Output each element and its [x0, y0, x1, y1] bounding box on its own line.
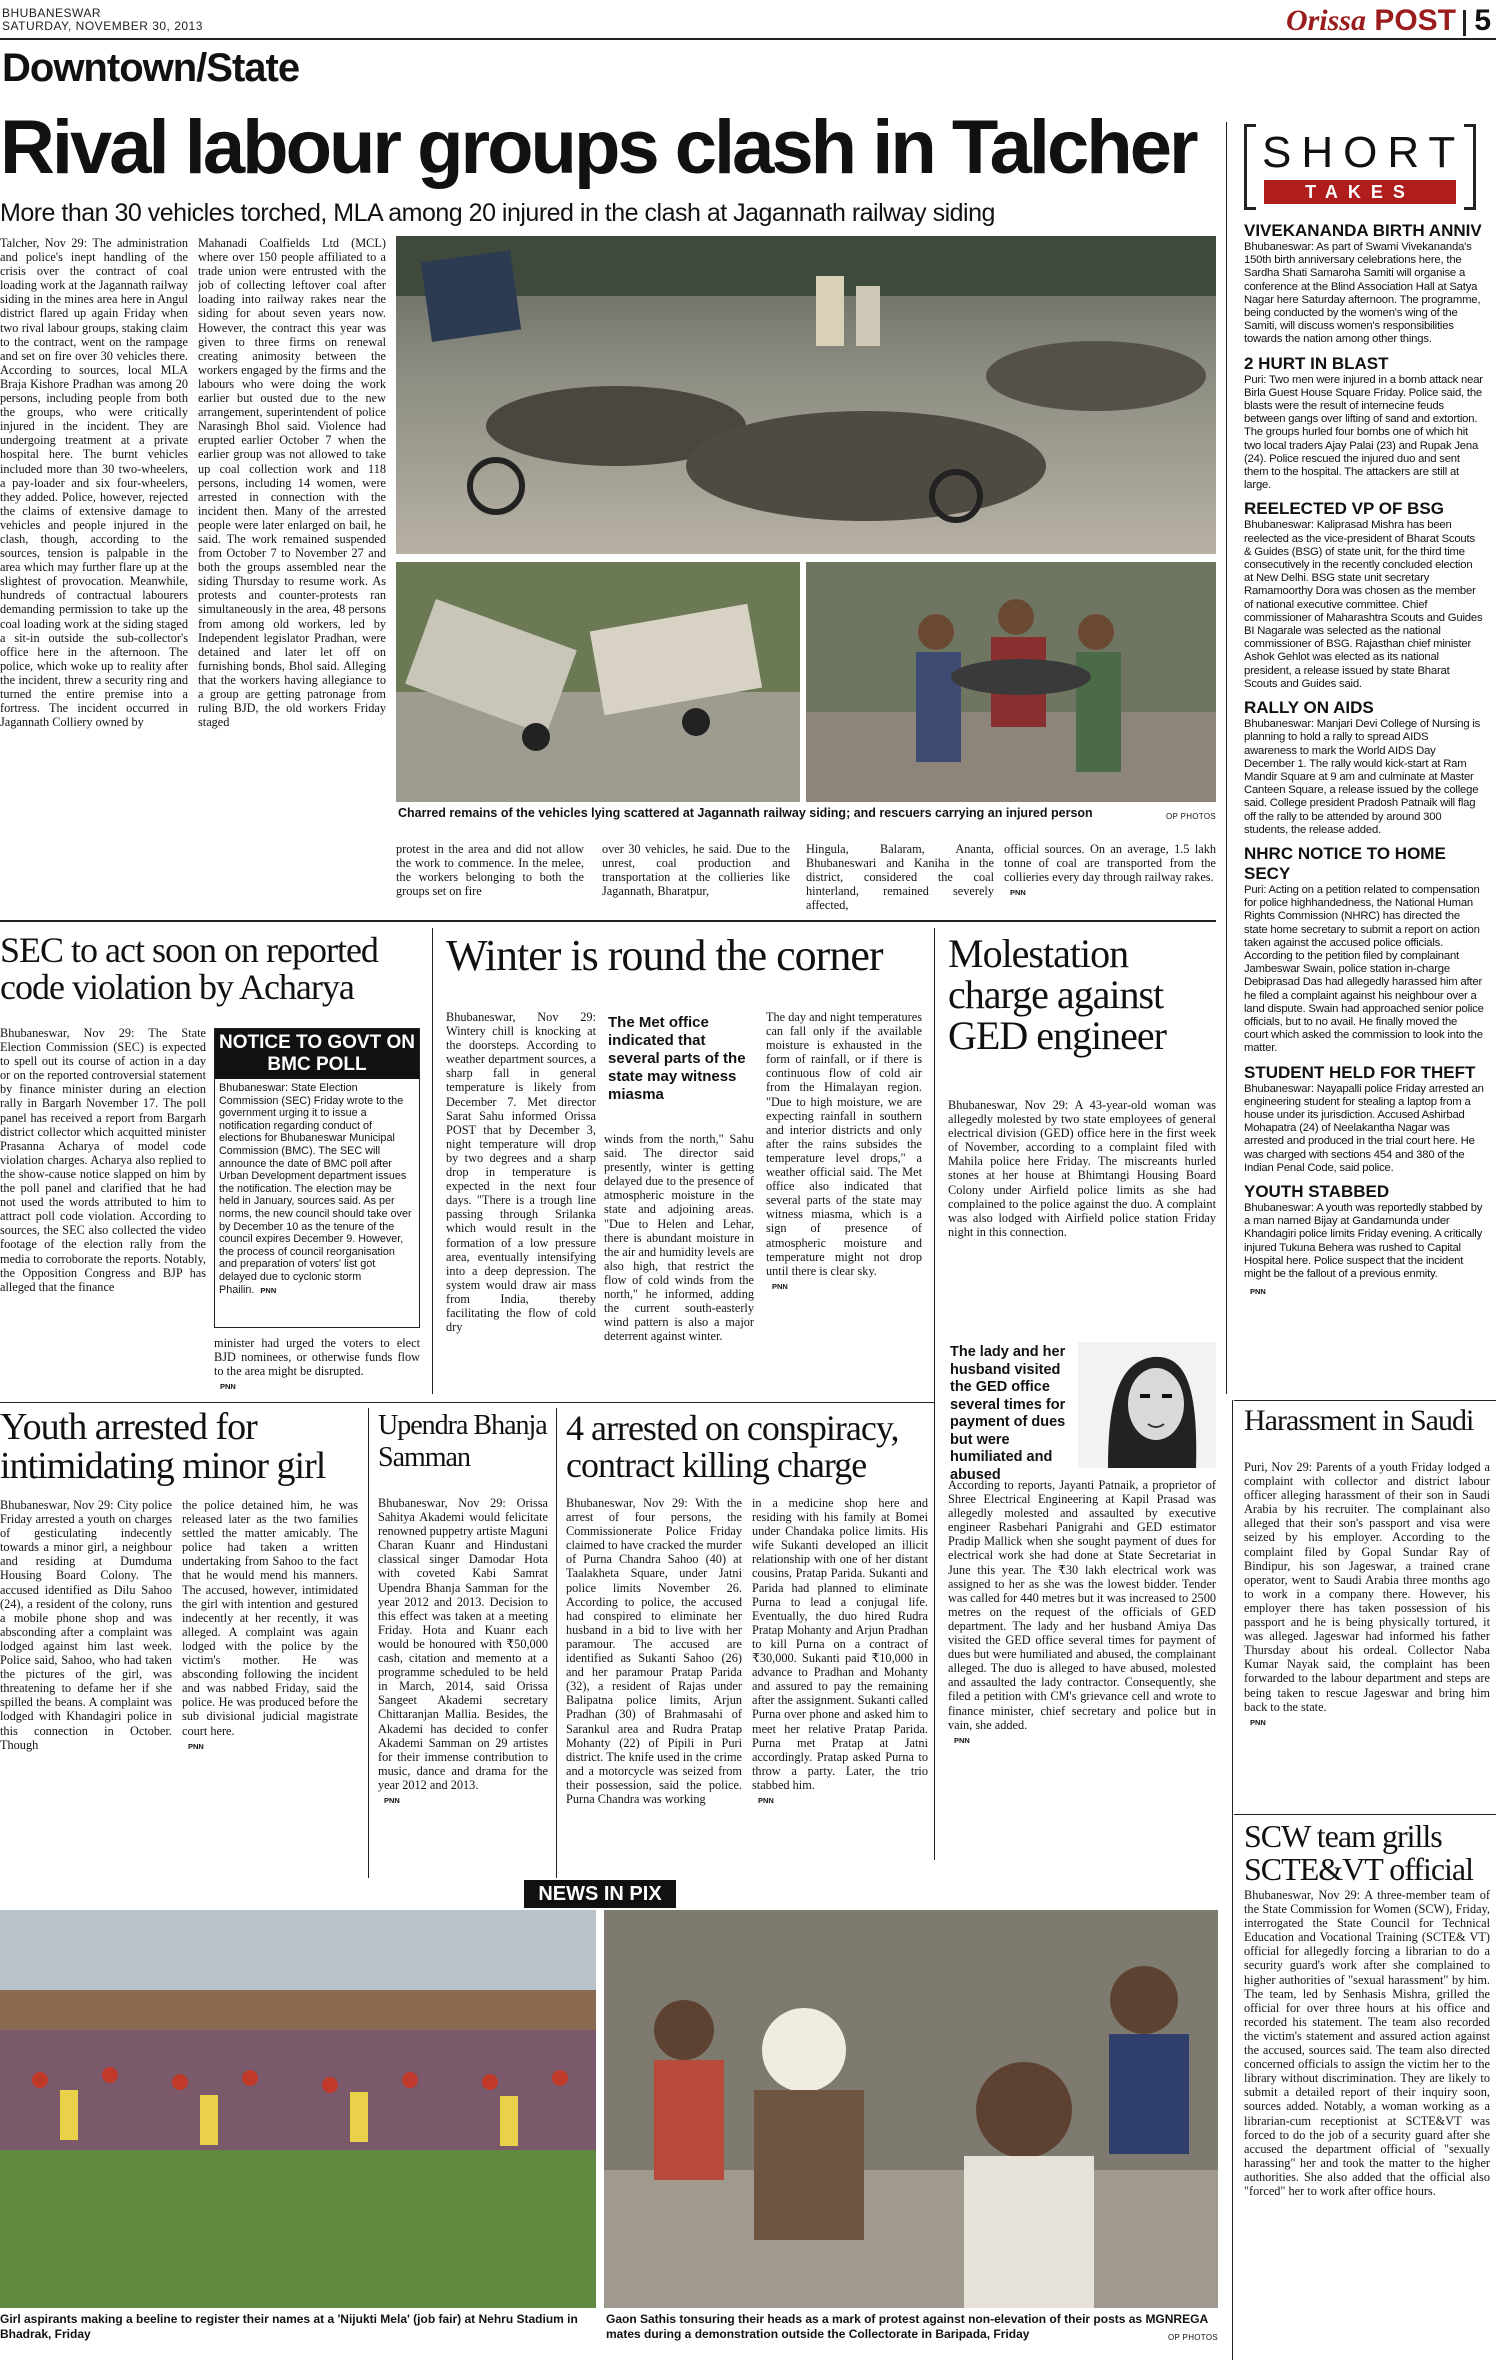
short-take-body: Puri: Two men were injured in a bomb attack near Birla Guest House Square Friday. Police said, the blasts were the result of internecine feuds between gangs over lifting of sand and extortion. The groups hurled four bombs one of which hit two local traders Ajay Palai (23) and Rupak Jena (24). Police rescued the injured duo and sent them to the hospital. The attackers are still at large.	[1244, 373, 1483, 492]
dateline-date: SATURDAY, NOVEMBER 30, 2013	[2, 19, 203, 33]
four-arrested-col-2: in a medicine shop here and residing with his family at Bomei under Chandaka police limits. His wife Sukanti developed an illicit relationship with one of her distant cousins, Pratap Parida. Sukanti and Parida had planned to eliminate Purna to lead a conjugal life. Eventually, the duo hired Rudra Pratap Mohanty and Arjun Pradhan to kill Purna on a contract of ₹30,000. Sukanti paid ₹10,000 in advance to Pradhan and Mohanty and assured to pay the remaining after the assignment. Sukanti called Purna over phone and asked him to meet her relative Pratap Parida. Purna met Pratap at Jatni accordingly. Pratap asked Purna to throw a party. Later, the trio stabbed him. PNN	[752, 1496, 928, 1805]
short-take-title: STUDENT HELD FOR THEFT	[1244, 1062, 1476, 1082]
lead-deck: More than 30 vehicles torched, MLA among 20 injured in the clash at Jagannath railway siding	[0, 199, 995, 227]
harass-col-1: Puri, Nov 29: Parents of a youth Friday lodged a complaint with collector and district labour officer alleging harassment of their son in Saudi Arabia by his recruiter. The complainant also alleged that their son's passport and visa were seized by his employer. According to the complaint filed by Gopal Sundar Ray of Bindipur, his son Jageswar, a trained crane operator, went to Saudi Arabia three months ago to work in a company there. However, his employer there has taken possession of his passport and he is being physically tortured, it was alleged. Jageswar had informed his father Thursday about his ordeal. Collector Naba Kumar Nayak said, the complaint has been forwarded to the labour department and steps are being taken to rescue Jageswar and bring him back to the state. PNN	[1244, 1460, 1490, 1727]
vrule-1	[432, 928, 433, 1394]
short-take-item	[1244, 221, 1484, 347]
section-title: Downtown/State	[2, 46, 300, 90]
winter-pull-quote: The Met office indicated that several parts of the state may witness miasma	[608, 1014, 746, 1103]
lead-col-3: protest in the area and did not allow the work to commence. In the melee, the workers belonging to both the groups set on fire	[396, 842, 584, 899]
short-take-title: NHRC NOTICE TO HOME SECY	[1244, 843, 1446, 883]
short-take-body: Bhubaneswar: Manjari Devi College of Nursing is planning to hold a rally to spread AIDS awareness to mark the World AIDS Day December 1. The rally would kick-start at Ram Mandir Square at 9 am and culminate at Master Canteen Square, a release issued by the college said. College president Pradosh Patnaik will flag off the rally to be attended by around 300 students, the release added.	[1244, 718, 1481, 836]
upendra-headline: Upendra Bhanja Samman	[378, 1410, 547, 1473]
top-rule	[0, 38, 1496, 40]
brand-orissa: Orissa	[1285, 4, 1366, 37]
masthead-divider	[1463, 10, 1466, 36]
pnn-tag: PNN	[1250, 1287, 1266, 1297]
scw-col-1: Bhubaneswar, Nov 29: A three-member team of the State Commission for Women (SCW), Friday, interrogated the State Council for Technical Education and Vocational Training (SCTE& VT) official for allegedly forcing a librarian to do a security guard's work after she complained to higher authorities of "sexual harassment" by him. The team, led by Senhasis Mishra, grilled the official for over three hours at his office and recorded his statement. The team also recorded the victim's statement and assured action against the accused, sources said. The team also directed concerned officials to assign the victim her to the library without discrimination. They are likely to submit a detailed report of their inquiry soon, sources added. Notably, a woman working as a librarian-cum receptionist at SCTE&VT was forced to do the job of a security guard after she accused the department official of "sexually harassing" her and took the matter to the higher authorities. She also added that the official also "forced" her to work after office hours.	[1244, 1888, 1490, 2198]
masthead-brand	[1286, 4, 1456, 38]
upendra-col-1: Bhubaneswar, Nov 29: Orissa Sahitya Akademi would felicitate renowned puppetry artiste Maguni Charan Kuanr and Hindustani classical singer Damodar Hota with coveted Kabi Samrat Upendra Bhanja Samman for the year 2012 and 2013. Decision to this effect was taken at a meeting Friday. Hota and Kuanr each would be honoured with ₹50,000 cash, citation and memento at a programme scheduled to be held in March, 2014, said Orissa Sangeet Akademi secretary Chittaranjan Mallia. Besides, the Akademi has decided to confer Akademi Samman on 29 artistes for their immense contribution to music, dance and drama for the year 2012 and 2013. PNN	[378, 1496, 548, 1805]
short-takes-logo	[1244, 124, 1476, 210]
lead-photo-rescuers	[806, 562, 1216, 802]
short-take-item	[1244, 698, 1484, 837]
pix-caption-job-fair: Girl aspirants making a beeline to register their names at a 'Nijukti Mela' (job fair) at Nehru Stadium in Bhadrak, Friday	[0, 2312, 578, 2341]
sec-notice-box	[214, 1028, 420, 1328]
lead-photo-burnt-vehicles	[396, 236, 1216, 554]
short-take-title: REELECTED VP OF BSG	[1244, 499, 1444, 519]
logo-bracket-left	[1244, 124, 1256, 210]
sec-headline: SEC to act soon on reported code violation by Acharya	[0, 930, 378, 1007]
lead-col-5: Hingula, Balaram, Ananta, Bhubaneswari and Kaniha in the district, considered the coal hinterland, remained severely affected,	[806, 842, 994, 913]
lead-col-2: Mahanadi Coalfields Ltd (MCL) where over 150 people affiliated to a trade union were entrusted with the job of collecting leftover coal after loading into railway rakes near the siding for about seven years now. However, the contract this year was given to three firms on renewal creating animosity between the workers engaged by the firms and the labours who were doing the work earlier but ousted due to the new arrangement, superintendent of police Narasingh Bhol said. Violence had erupted earlier October 7 when the earlier group was not allowed to take up coal collection work and 118 persons, including 14 women, were arrested in connection with the incident then. Many of the arrested people were later enlarged on bail, he said. The work remained suspended from October 7 to November 27 and both the groups assembled near the siding Thursday to resume work. As protests and counter-protests ran simultaneously in the area, 48 persons from among old workers, led by Independent legislator Pradhan, were detained and later let off on furnishing bonds, Bhol said. Alleging that the workers having allegiance to a group are getting patronage from ruling BJD, the old workers Friday staged	[198, 236, 386, 730]
mid-rule	[0, 920, 1216, 922]
short-take-title: 2 HURT IN BLAST	[1244, 353, 1389, 373]
short-takes-list	[1244, 214, 1484, 1394]
pix-photo-credit: OP PHOTOS	[1168, 2333, 1218, 2342]
molest-illustration	[1078, 1342, 1216, 1468]
vrule-2	[934, 928, 935, 1860]
winter-col-3: The day and night temperatures can fall only if the available moisture is exhausted in the form of rainfall, or if there is continuous flow of cold air from the Himalayan region. "Due to high moisture, we are expecting rainfall in southern and interior districts and only after the rains subsides the temperature level drops," a weather official said. The Met office also indicated that several parts of the state may witness miasma, which is a sign of presence of atmospheric moisture and temperature might not drop until there is clear sky. PNN	[766, 1010, 922, 1291]
page-number: 5	[1474, 4, 1491, 37]
pnn-tag: PNN	[1010, 888, 1026, 898]
lead-col-6: official sources. On an average, 1.5 lakh tonne of coal are transported from the collieries every day through railway rakes. PNN	[1004, 842, 1216, 898]
short-take-body: Puri: Acting on a petition related to compensation for police highhandedness, the National Human Rights Commission (NHRC) has directed the state home secretary to submit a report on action taken against the accused police officials. According to the petition filed by complainant Jambeswar Swain, police station in-charge Debiprasad Das had allegedly harassed him after he filed a complaint against his neighbour over a land dispute. Swain had approached senior police officials, but to no avail. He finally moved the court which asked the commission to look into the matter.	[1244, 883, 1484, 1055]
lead-col-1: Talcher, Nov 29: The administration and police's inept handling of the crisis over the contract of coal loading work at the Jagannath railway siding in the mines area here in Angul district flared up again Friday when two rival labour groups, staking claim to the contract, went on the rampage and set on fire over 30 vehicles there. According to sources, local MLA Braja Kishore Pradhan was among 20 persons, including people from both the groups, who were critically injured in the incident. They are undergoing treatment at a private hospital here. The burnt vehicles included more than 30 two-wheelers, a pay-loader and six four-wheelers, they added. Police, however, rejected the claims of extensive damage to vehicles and people injured in the clash, though, according to the sources, tension is palpable in the area which may further flare up at the slightest of provocation. Meanwhile, hundreds of contractual labourers demanding permission to take up the coal loading work at the siding staged a sit-in outside the sub-collector's office here in the afternoon. The police, which woke up to reality after the incident, threw a security ring and turned the entire premise into a fortress. The incident occurred in Jagannath Colliery owned by	[0, 236, 188, 730]
pix-photo-tonsuring	[604, 1910, 1218, 2308]
short-take-item	[1244, 1182, 1484, 1299]
news-in-pix-label: NEWS IN PIX	[524, 1880, 676, 1908]
short-takes-title: SHORT	[1262, 128, 1466, 177]
short-take-body: Bhubaneswar: A youth was reportedly stabbed by a man named Bijay at Gandamunda under Khandagiri police limits Friday evening. A critically injured Tukuna Behera was rushed to Capital Hospital here. Police suspect that the incident might be the fallout of a previous enmity.	[1244, 1201, 1483, 1280]
molest-headline: Molestation charge against GED engineer	[948, 931, 1166, 1058]
pix-photo-job-fair	[0, 1910, 596, 2308]
four-arrested-col-1: Bhubaneswar, Nov 29: With the arrest of four persons, the Commissionerate Police Friday claimed to have cracked the murder of Purna Chandra Sahoo (40) at Taalakheta Square, under Jatni police limits November 26. According to police, the accused had conspired to eliminate her husband in a bid to live with her paramour. The accused are identified as Sukanti Sahoo (26) and her paramour Pratap Parida (32), a resident of Rajas under Balipatna police limits, Arjun Pradhan (30) of Brahmasahi of Sarankul area and Rudra Pratap Mohanty (22) of Pipili in Puri district. The knife used in the crime and a motorcycle was seized from their possession, said the police. Purna Chandra was working	[566, 1496, 742, 1806]
winter-col-1: Bhubaneswar, Nov 29: Wintery chill is knocking at the doorsteps. According to weather department sources, a sharp fall in general temperature is likely from December 7. Met director Sarat Sahu informed Orissa POST that by December 3, night temperature will drop by two degrees and a sharp drop in temperature is expected in the next four days. "There is a trough line passing through Srilanka which would result in the formation of a low pressure area, eventually intensifying into a deep depression. The system would draw air mass from India, thereby facilitating the flow of cold dry	[446, 1010, 596, 1335]
youth-headline: Youth arrested for intimidating minor girl	[0, 1406, 326, 1487]
molest-pull-quote: The lady and her husband visited the GED office several times for payment of dues but were humiliated and abused	[950, 1344, 1066, 1483]
sidebar-divider	[1226, 122, 1227, 1394]
sec-notice-title: NOTICE TO GOVT ON BMC POLL	[215, 1029, 419, 1079]
short-take-item	[1244, 354, 1484, 493]
vrule-4	[556, 1408, 557, 1878]
short-take-title: RALLY ON AIDS	[1244, 698, 1374, 718]
sec-notice-body: Bhubaneswar: State Election Commission (SEC) Friday wrote to the government urging it to issue a notification regarding conduct of elections for Bhubaneswar Municipal Commission (BMC). The SEC will announce the date of BMC poll after Urban Development department issues the notification. The election may be held in January, sources said. As per norms, the new council should take over by December 10 as the tenure of the council expires December 9. However, the process of council reorganisation and preparation of voters' list got delayed due to cyclonic storm Phailin. PNN	[219, 1082, 412, 1296]
sec-col-1: Bhubaneswar, Nov 29: The State Election Commission (SEC) is expected to spell out its course of action in a day or on the reported controversial statement by finance minister during an election rally in Bargarh November 17. The poll panel has received a report from Bargarh district collector which acquitted minister Prasanna Acharya of model code violation charges. Acharya also replied to the show-cause notice slapped on him by the poll panel and clarified that he had not used the words attributed to him to attract poll code violation. According to sources, the SEC also collected the video footage of the election rally from the media to corroborate the reports. Notably, the Opposition Congress and BJP has alleged that the finance	[0, 1026, 206, 1294]
logo-bracket-right	[1464, 124, 1476, 210]
short-take-title: VIVEKANANDA BIRTH ANNIV	[1244, 221, 1482, 240]
youth-col-2: the police detained him, he was released later as the two families settled the matter amicably. The police had taken a written undertaking from Sahoo to the fact that he would mend his manners. The accused, however, intimidated the girl with intention and gestured indecently at her recently, it was alleged. A complaint was again lodged with the police by the victim's mother. He was absconding following the incident and was nabbed Friday, said the police. He was produced before the sub divisional judicial magistrate court here. PNN	[182, 1498, 358, 1751]
molest-col-2: According to reports, Jayanti Patnaik, a proprietor of Shree Electrical Engineering at Kapil Prasad was allegedly molested and assaulted by executive engineer Rasbehari Panigrahi and GED estimator Pradip Mallick when she sought payment of dues for electrical work she had done at State Secretariat in June this year. The ₹30 lakh electrical work was assigned to her as she was the lowest bidder. Tender was called for 440 metres but it was increased to 2500 metres on the request of the officials of GED department. The lady and her husband Amiya Das visited the GED office several times for payment of dues but were humiliated and abused, the complainant alleged. The duo is alleged to have abused, molested and assaulted the lady contractor. Consequently, she filed a petition with CM's grievance cell and wrote to finance minister, chief secretary and police but in vain, she added. PNN	[948, 1478, 1216, 1745]
sidebar-rule	[1234, 1400, 1496, 1401]
short-take-item	[1244, 844, 1484, 1056]
short-take-body: Bhubaneswar: As part of Swami Vivekananda's 150th birth anniversary celebrations here, the Sardha Shati Samaroha Samiti will organise a conference at the Blind Association Hall at Satya Nagar here Saturday afternoon. The programme, being conducted by the women's wing of the Samiti, will discuss women's responsibilities towards the nation among other things.	[1244, 241, 1481, 346]
lead-headline: Rival labour groups clash in Talcher	[0, 105, 1196, 190]
scw-headline: SCW team grills SCTE&VT official	[1244, 1818, 1474, 1887]
sidebar-vrule-bottom	[1232, 1400, 1233, 2360]
short-take-title: YOUTH STABBED	[1244, 1181, 1390, 1201]
sidebar-rule-2	[1234, 1814, 1496, 1815]
winter-col-2: winds from the north," Sahu said. The director said presently, winter is getting delayed due to the presence of atmospheric moisture in the state and adjoining areas. "Due to Helen and Lehar, there is abundant moisture in the air and humidity levels are also high, that restrict the flow of cold winds from the north," he informed, adding the current south-easterly wind pattern is also a major deterrent against winter.	[604, 1132, 754, 1344]
short-takes-subtitle: TAKES	[1264, 180, 1456, 204]
dateline-city: BHUBANESWAR	[2, 6, 102, 20]
vrule-3	[368, 1408, 369, 1878]
molest-col-1: Bhubaneswar, Nov 29: A 43-year-old woman was allegedly molested by two state employees of general electrical division (GED) office here in the first week of November, according to a complaint filed with Mahila police here Friday. The miscreants hurled stones at her house at Bhimtangi Housing Board Colony under Airfield police limits as she had complained to the police against the duo. A complaint was also lodged with Airfield police station Friday night in this connection.	[948, 1098, 1216, 1239]
lead-photo-overturned-vehicles	[396, 562, 800, 802]
short-take-body: Bhubaneswar: Nayapalli police Friday arrested an engineering student for stealing a laptop from a house under its jurisdiction. Accused Ashirbad Mohapatra (24) of Neelakantha Nagar was arrested and produced in the trial court here. He was charged with sections 454 and 380 of the Indian Penal Code, said police.	[1244, 1082, 1484, 1174]
four-arrested-headline: 4 arrested on conspiracy, contract killing charge	[566, 1408, 899, 1485]
winter-headline: Winter is round the corner	[446, 931, 883, 980]
short-take-body: Bhubaneswar: Kaliprasad Mishra has been reelected as the vice-president of Bharat Scouts & Guides (BSG) of state unit, for the third time consecutively in the recently concluded election at New Delhi. BSG state unit secretary Ramamoorthy Dora was chosen as the member of national executive committee. Chief commissioner of Maharashtra Scouts and Guides BI Nagarale was selected as the national commissioner of BSG. Rajasthan chief minister Ashok Gehlot was elected as its national president, a release issued by state Bharat Scouts and Guides said.	[1244, 519, 1483, 690]
lead-photo-credit: OP PHOTOS	[1166, 812, 1216, 821]
youth-col-1: Bhubaneswar, Nov 29: City police Friday arrested a youth on charges of gesticulating indecently towards a minor girl, a neighbour and residing at Dumduma Housing Board Colony. The accused identified as Dilu Sahoo (24), a resident of the colony, runs a mobile phone shop and was absconding after a complaint was lodged against him last week. Police said, Sahoo, who had taken the pictures of the girl, was threatening to defame her if she spilled the beans. A complaint was lodged with Khandagiri police in this connection in October. Though	[0, 1498, 172, 1752]
short-take-item	[1244, 1063, 1484, 1175]
lead-photo-caption: Charred remains of the vehicles lying scattered at Jagannath railway siding; and rescuers carrying an injured person OP PHOTOS	[398, 806, 1216, 824]
pix-caption-tonsuring: Gaon Sathis tonsuring their heads as a mark of protest against non-elevation of their posts as MGNREGA mates during a demonstration outside the Collectorate in Baripada, Friday OP PHOTOS	[606, 2312, 1218, 2345]
harass-headline: Harassment in Saudi	[1244, 1404, 1474, 1437]
sec-col-2: minister had urged the voters to elect BJD nominees, or otherwise funds flow to the area might be disrupted. PNN	[214, 1336, 420, 1392]
short-take-item	[1244, 499, 1484, 691]
brand-post: POST	[1374, 4, 1456, 37]
lead-col-4: over 30 vehicles, he said. Due to the unrest, coal production and transportation at the collieries like Jagannath, Bharatpur,	[602, 842, 790, 899]
mid-rule-2	[0, 1402, 934, 1403]
